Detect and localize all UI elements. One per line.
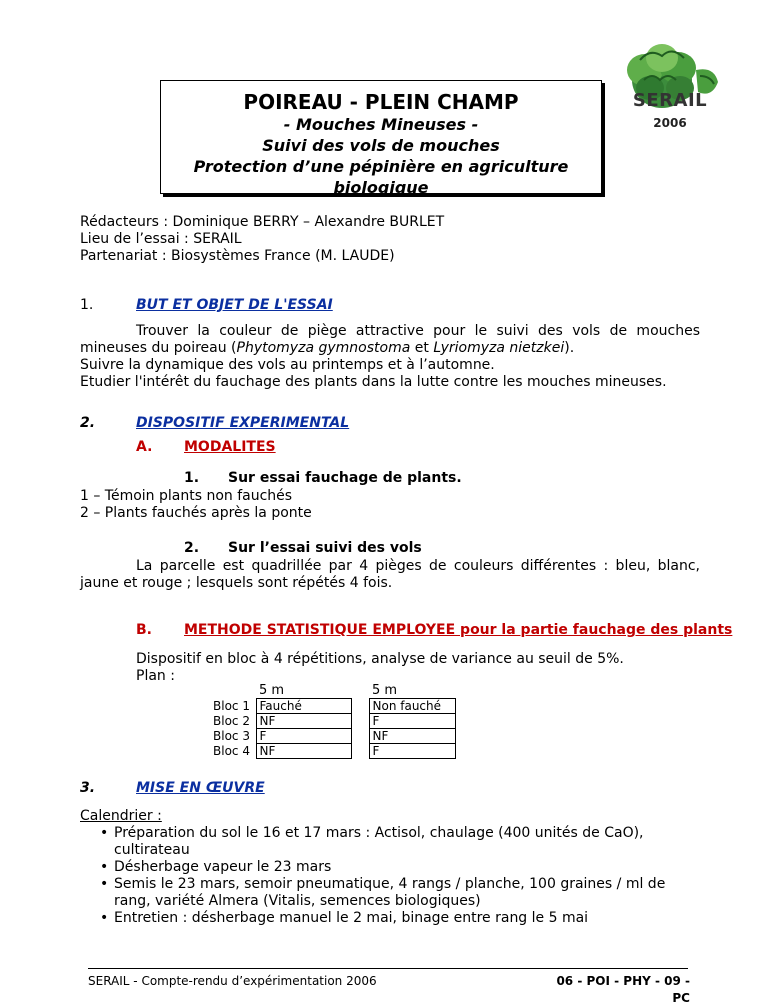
footer-left: SERAIL - Compte-rendu d’expérimentation 2006 [88, 974, 377, 988]
partenariat: Partenariat : Biosystèmes France (M. LAUDE) [80, 248, 395, 264]
section1-para2: Suivre la dynamique des vols au printemps et à l’automne. [80, 357, 495, 373]
plan-cell: NF [369, 729, 455, 744]
plan-col-header: 5 m [372, 683, 398, 698]
subsection-a-title: MODALITES [184, 439, 276, 455]
logo-text: SERAIL [632, 90, 708, 111]
footer-reference: 06 - POI - PHY - 09 - PC [556, 974, 690, 1005]
lieu-essai: Lieu de l’essai : SERAIL [80, 231, 242, 247]
modalite-line: 2 – Plants fauchés après la ponte [80, 505, 312, 521]
plan-row [210, 729, 455, 744]
subsection-1-number: 1. [184, 470, 200, 486]
plan-row [210, 699, 455, 714]
section2-title: DISPOSITIF EXPERIMENTAL [136, 415, 350, 431]
section3-title: MISE EN ŒUVRE [136, 780, 265, 796]
subsection-2-number: 2. [184, 540, 200, 556]
plan-row [210, 714, 455, 729]
plan-col-header: 5 m [259, 683, 285, 698]
plan-row [210, 744, 455, 759]
plan-cell: F [369, 744, 455, 759]
subtitle-line: Suivi des vols de mouches [262, 136, 500, 155]
list-item: • Préparation du sol le 16 et 17 mars : Actisol, chaulage (400 unités de CaO), cultirateau [96, 825, 700, 859]
list-item: • Semis le 23 mars, semoir pneumatique, 4 rangs / planche, 100 graines / ml de rang, variété Almera (Vitalis, semences biologiques) [96, 876, 700, 910]
subtitle-line: - Mouches Mineuses - [283, 115, 479, 134]
plan-cell: NF [256, 744, 351, 759]
subsection-a-letter: A. [136, 439, 153, 455]
species-name: Phytomyza gymnostoma [236, 340, 411, 356]
subtitle-line: biologique [333, 178, 429, 197]
section1-para1: Trouver la couleur de piège attractive pour le suivi des vols de mouches mineuses du poireau (Phytomyza gymnostoma et Lyriomyza nietzkei). [80, 323, 700, 356]
subsection-2-text: La parcelle est quadrillée par 4 pièges de couleurs différentes : bleu, blanc, jaune et rouge ; lesquels sont répétés 4 fois. [80, 558, 700, 591]
plan-cell: Non fauché [369, 699, 455, 714]
plan-bloc-label: Bloc 4 [213, 743, 250, 758]
subsection-1-title: Sur essai fauchage de plants. [228, 470, 462, 486]
plan-table [210, 684, 456, 759]
section2-number: 2. [80, 415, 96, 431]
species-name: Lyriomyza nietzkei [433, 340, 565, 356]
section1-para3: Etudier l'intérêt du fauchage des plants dans la lutte contre les mouches mineuses. [80, 374, 667, 390]
plan-label: Plan : [136, 668, 175, 684]
plan-cell: Fauché [256, 699, 351, 714]
section1-title: BUT ET OBJET DE L'ESSAI [136, 297, 333, 313]
calendar-label: Calendrier : [80, 808, 162, 824]
plan-bloc-label: Bloc 1 [213, 698, 250, 713]
subsection-b-title: METHODE STATISTIQUE EMPLOYEE pour la partie fauchage des plants [184, 622, 733, 638]
redacteurs: Rédacteurs : Dominique BERRY – Alexandre BURLET [80, 214, 445, 230]
subtitle-line: Protection d’une pépinière en agriculture [193, 157, 569, 176]
title-box [160, 80, 602, 197]
list-item: • Entretien : désherbage manuel le 2 mai, binage entre rang le 5 mai [96, 910, 700, 927]
section1-number: 1. [80, 297, 94, 313]
subsection-b-letter: B. [136, 622, 152, 638]
plan-bloc-label: Bloc 2 [213, 713, 250, 728]
list-item: • Désherbage vapeur le 23 mars [96, 859, 700, 876]
section3-number: 3. [80, 780, 96, 796]
plan-header-row [210, 684, 455, 699]
plan-bloc-label: Bloc 3 [213, 728, 250, 743]
stat-text: Dispositif en bloc à 4 répétitions, analyse de variance au seuil de 5%. [136, 651, 624, 667]
subsection-2-title: Sur l’essai suivi des vols [228, 540, 422, 556]
footer-divider [88, 968, 688, 969]
document-title: POIREAU - PLEIN CHAMP [243, 90, 519, 114]
plan-cell: NF [256, 714, 351, 729]
calendar-list [96, 825, 700, 927]
plan-cell: F [256, 729, 351, 744]
plan-cell: F [369, 714, 455, 729]
modalite-line: 1 – Témoin plants non fauchés [80, 488, 293, 504]
logo-year: 2006 [653, 116, 687, 130]
